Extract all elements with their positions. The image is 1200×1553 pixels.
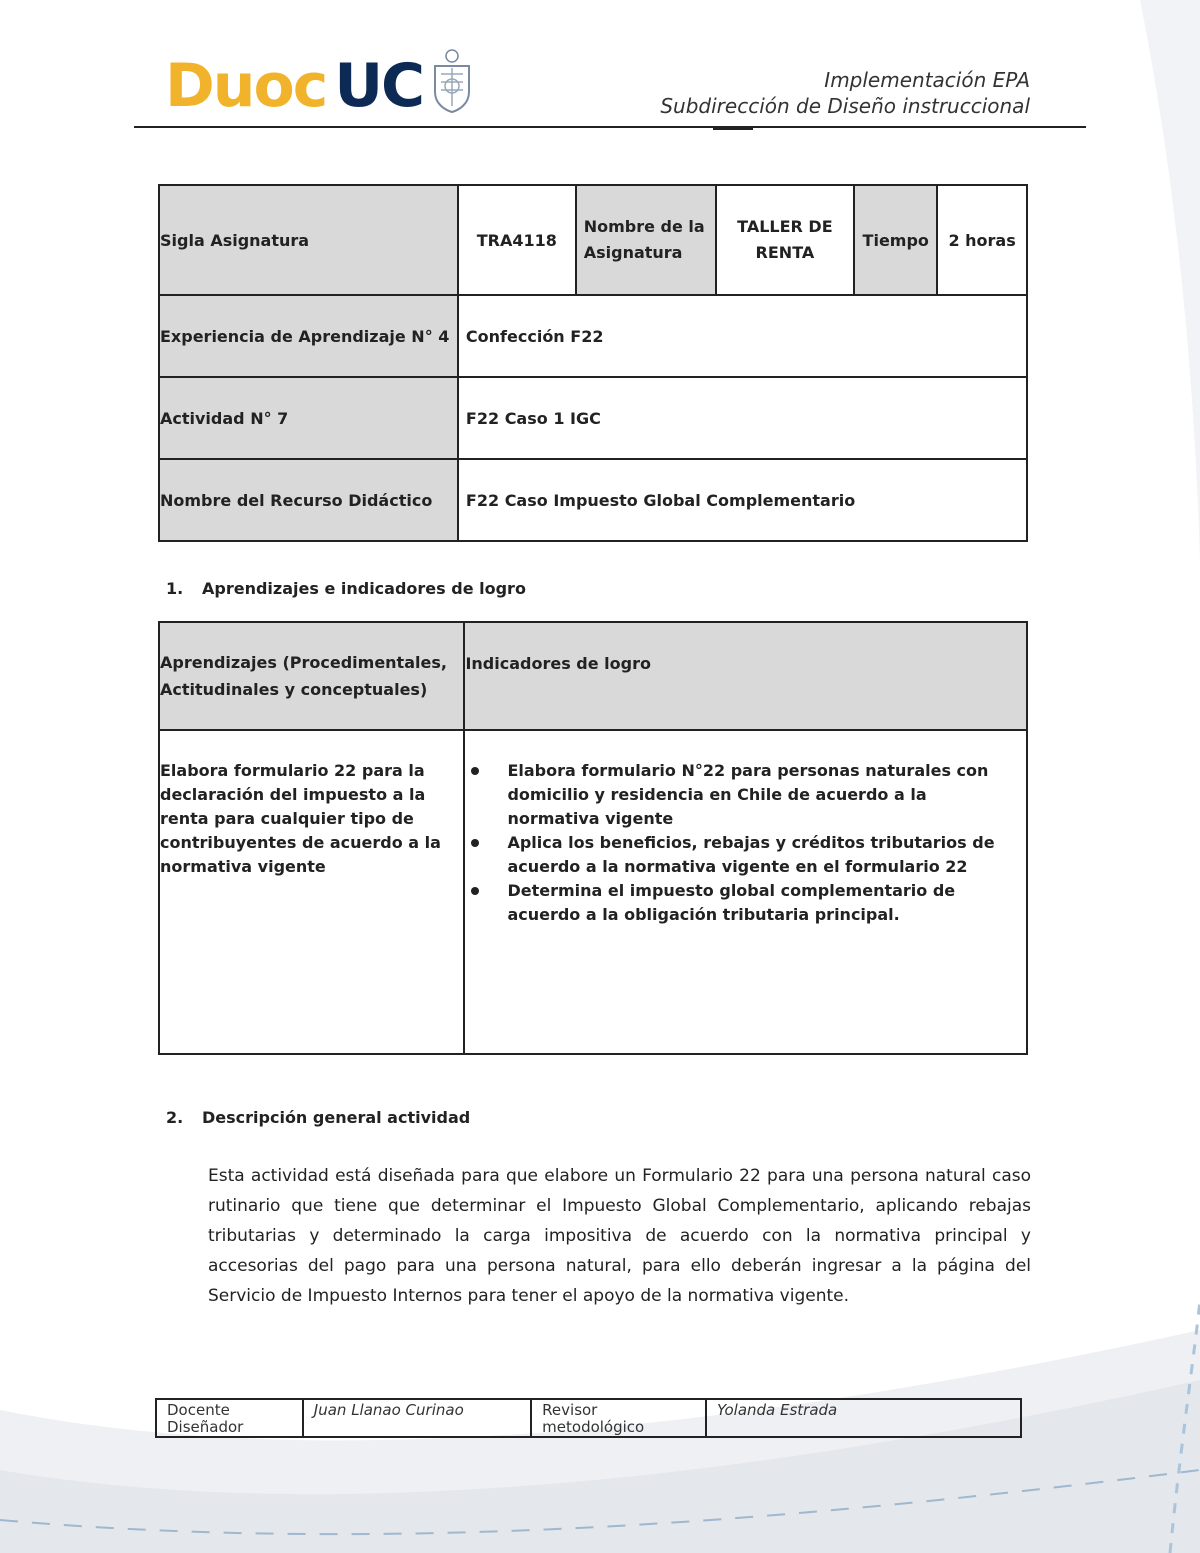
actividad-label: Actividad N° 7: [159, 377, 458, 459]
bullet-icon: [471, 767, 479, 775]
table-row: [156, 1399, 1021, 1437]
table-row: [159, 459, 1027, 541]
table-row: [159, 622, 1027, 730]
revisor-value: Yolanda Estrada: [706, 1399, 1021, 1437]
indicators-cell: [464, 730, 1027, 1054]
uc-seal-icon: [429, 48, 475, 114]
indicator-text: Elabora formulario N°22 para personas naturales con domicilio y residencia en Chile de acuerdo a la normativa vigente: [507, 761, 989, 828]
section1-title: Aprendizajes e indicadores de logro: [202, 579, 526, 598]
sigla-value: TRA4118: [458, 185, 576, 295]
learning-text: Elabora formulario 22 para la declaración del impuesto a la renta para cualquier tipo de contribuyentes de acuerdo a la normativa vigente: [160, 761, 441, 876]
experiencia-value: Confección F22: [458, 295, 1027, 377]
table-row: [159, 295, 1027, 377]
nombre-value: TALLER DE RENTA: [716, 185, 855, 295]
recurso-value: F22 Caso Impuesto Global Complementario: [458, 459, 1027, 541]
revisor-label: Revisor metodológico: [531, 1399, 706, 1437]
list-item: [507, 759, 1020, 831]
learning-header-text: Aprendizajes (Procedimentales, Actitudinales y conceptuales): [160, 653, 447, 699]
list-item: [507, 831, 1020, 879]
learning-indicators-table: [158, 621, 1028, 1055]
header-title-line1: Implementación EPA: [824, 68, 1030, 92]
learning-header: [159, 622, 464, 730]
tiempo-label: Tiempo: [854, 185, 937, 295]
footer-credits-table: [155, 1398, 1022, 1438]
section1-number: 1.: [166, 579, 184, 598]
duoc-uc-logo: [165, 51, 475, 121]
header-title-line2: Subdirección de Diseño instruccional: [660, 94, 1030, 118]
recurso-label: Nombre del Recurso Didáctico: [159, 459, 458, 541]
tiempo-value: 2 horas: [937, 185, 1027, 295]
nombre-label: Nombre de la Asignatura: [576, 185, 716, 295]
indicators-header-text: Indicadores de logro: [465, 653, 651, 673]
indicator-text: Aplica los beneficios, rebajas y créditos tributarios de acuerdo a la normativa vigente en el formulario 22: [507, 833, 995, 876]
bullet-icon: [471, 839, 479, 847]
table-row: [159, 377, 1027, 459]
indicators-list: [465, 731, 1026, 927]
list-item: [507, 879, 1020, 927]
bullet-icon: [471, 887, 479, 895]
indicators-header: [464, 622, 1027, 730]
logo-uc-text: UC: [334, 51, 424, 121]
experiencia-label: Experiencia de Aprendizaje N° 4: [159, 295, 458, 377]
activity-description: Esta actividad está diseñada para que elabore un Formulario 22 para una persona natural caso rutinario que tiene que determinar el Impuesto Global Complementario, aplicando rebajas tributarias y determinado la carga impositiva de acuerdo con la normativa principal y accesorias del pago para una persona natural, para ello deberán ingresar a la página del Servicio de Impuesto Internos para tener el apoyo de la normativa vigente.: [208, 1166, 1031, 1306]
table-row: [159, 730, 1027, 1054]
actividad-value: F22 Caso 1 IGC: [458, 377, 1027, 459]
docente-label: Docente Diseñador: [156, 1399, 303, 1437]
table-row: [159, 185, 1027, 295]
header-divider-accent: [713, 128, 753, 130]
course-info-table: [158, 184, 1028, 542]
indicator-text: Determina el impuesto global complementario de acuerdo a la obligación tributaria principal.: [507, 881, 956, 924]
docente-value: Juan Llanao Curinao: [303, 1399, 531, 1437]
section2-number: 2.: [166, 1108, 184, 1127]
logo-duoc-text: Duoc: [165, 51, 327, 121]
sigla-label: Sigla Asignatura: [159, 185, 458, 295]
section2-title: Descripción general actividad: [202, 1108, 471, 1127]
header-divider: [134, 126, 1086, 128]
learning-cell: [159, 730, 464, 1054]
